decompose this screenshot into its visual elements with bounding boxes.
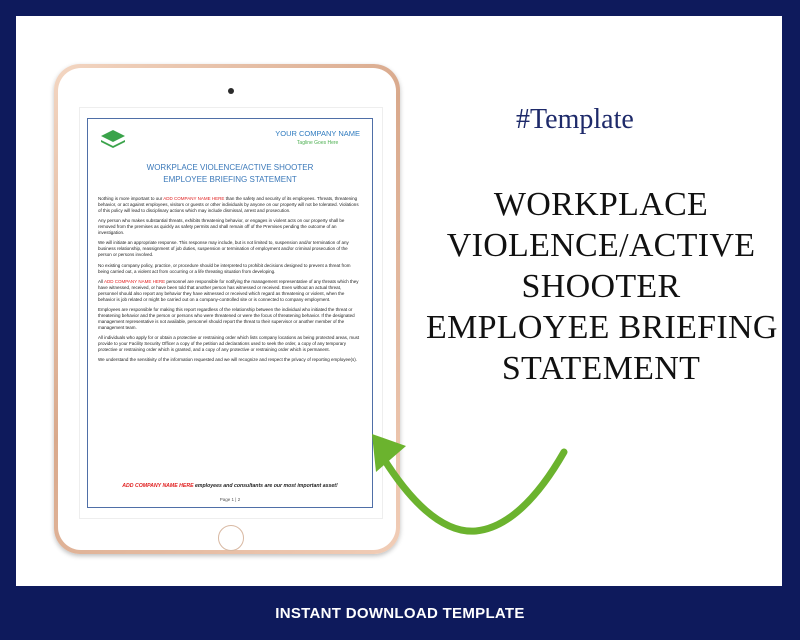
paragraph-text: than the safety and security of its employees. Threats, threatening behavior, or act against employees, visitors or guests or other individuals by anyone on our property will not be tolerated. Violations of this policy will lead to disciplinary actions which may include dismissal, arrest and prosecution. — [98, 196, 359, 213]
camera-icon — [228, 88, 234, 94]
headline-line-4: EMPLOYEE BRIEFING — [426, 309, 778, 346]
document-paragraph — [98, 357, 362, 363]
headline — [426, 184, 776, 389]
closing-text: employees and consultants are our most important asset! — [193, 483, 338, 489]
stacked-layers-icon — [99, 128, 127, 150]
document-paragraph — [98, 196, 362, 214]
company-block — [275, 129, 360, 146]
hashtag-label: #Template — [516, 104, 634, 135]
document-paragraph — [98, 307, 362, 331]
paragraph-text: Employees are responsible for making this report regardless of the relationship between the individual who initiated the threat or threatening behavior and the person or persons who were threatened or were the focus of threatening behavior. If the designated management representative is not available, personnel should report the threat to their supervisor or another member of the management team. — [98, 307, 355, 330]
footer-label: INSTANT DOWNLOAD TEMPLATE — [275, 604, 525, 622]
document-title — [88, 162, 372, 186]
paragraph-text: All individuals who apply for or obtain a protective or restraining order which lists company locations as being protected areas, must provide to your Facility Security Officer a copy of the petition ad declarations used to seek the order, a copy of any temporary protective or restraining order which is granted, and a copy of any protective or restraining order which is permanent. — [98, 335, 360, 353]
paragraph-text: All — [98, 278, 105, 284]
company-placeholder: ADD COMPANY NAME HERE — [104, 278, 166, 284]
document-paragraph — [98, 263, 362, 275]
document-title-line-2: EMPLOYEE BRIEFING STATEMENT — [163, 175, 297, 184]
document-paragraph — [98, 335, 362, 353]
headline-line-3: SHOOTER — [521, 268, 681, 305]
footer-band — [0, 586, 800, 640]
paragraph-text: Any person who makes substantial threats, exhibits threatening behavior, or engages in violent acts on our property shall be removed from the premises as quickly as safety permits and shall remain off of the Premises pending the outcome of an investigation. — [98, 218, 345, 236]
document-closing-line — [88, 483, 372, 489]
home-button — [218, 525, 244, 551]
headline-line-2: VIOLENCE/ACTIVE — [446, 227, 756, 264]
document-body — [98, 196, 362, 368]
green-arrow-icon — [346, 416, 586, 556]
document-paragraph — [98, 218, 362, 236]
paragraph-text: No existing company policy, practice, or procedure should be interpreted to prohibit decisions designed to prevent a threat from being carried out, a violent act from occurring or a life threating situation from developing. — [98, 262, 351, 274]
closing-company-name: ADD COMPANY NAME HERE — [122, 483, 194, 489]
paragraph-text: personnel are responsible for notifying the management representative of any threats which they have witnessed, received, or have been told that another person has witnessed or received. Even without an actual threat, personnel should also report any behavior they have witnessed or received which regard as threatening or violent, when the behavior is job related or might be carried out on a company-controlled site or is connected to company employment. — [98, 278, 359, 302]
paragraph-text: Nothing is more important to our — [98, 196, 164, 201]
paragraph-text: We understand the sensitivity of the information requested and we will recognize and respect the privacy of reporting employee(s). — [98, 357, 358, 363]
white-canvas — [16, 16, 782, 586]
document-page — [87, 118, 373, 508]
company-tagline: Tagline Goes Here — [296, 140, 339, 146]
paragraph-text: We will initiate an appropriate response. This response may include, but is not limited to, suspension and/or termination of any business relationship, reassignment of job duties, suspension or termination of employment and/or criminal prosecution of the person or persons involved. — [98, 240, 349, 258]
tablet-screen — [80, 108, 382, 518]
headline-line-1: WORKPLACE — [493, 186, 709, 223]
company-name: YOUR COMPANY NAME — [275, 129, 360, 138]
document-paragraph — [98, 240, 362, 258]
document-paragraph — [98, 279, 362, 303]
company-placeholder: ADD COMPANY NAME HERE — [163, 196, 225, 201]
document-title-line-1: WORKPLACE VIOLENCE/ACTIVE SHOOTER — [146, 163, 314, 172]
headline-line-5: STATEMENT — [501, 350, 701, 387]
page-number: Page 1 | 2 — [219, 497, 241, 502]
